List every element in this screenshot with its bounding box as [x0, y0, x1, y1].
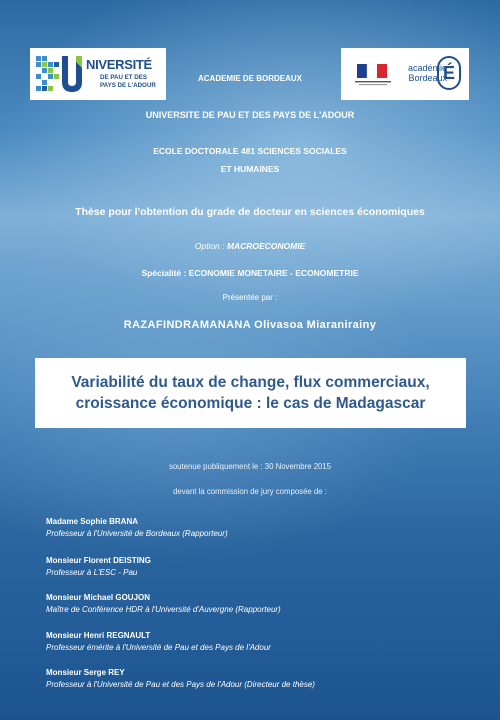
defense-date: soutenue publiquement le : 30 Novembre 2015	[168, 462, 332, 471]
thesis-title-line1: Variabilité du taux de change, flux commerciaux,	[71, 374, 430, 391]
doctoral-school-line2: ET HUMAINES	[220, 164, 280, 174]
academie-logo-letter: É	[437, 56, 461, 90]
option-value: MACROECONOMIE	[226, 241, 306, 251]
academie-logo-word2: Bordeaux	[408, 73, 447, 83]
university-logo-sub2: PAYS DE L'ADOUR	[100, 82, 156, 89]
university-heading: UNIVERSITE DE PAU ET DES PAYS DE L'ADOUR	[145, 110, 355, 120]
jury-member-role: Professeur émérite à l'Université de Pau et des Pays de l'Adour	[46, 643, 271, 652]
thesis-title-line2: croissance économique : le cas de Madagascar	[75, 395, 426, 412]
presented-by: Présentée par :	[222, 293, 278, 302]
academie-logo-word1: académie	[407, 63, 447, 73]
jury-member-role: Professeur à L'ESC - Pau	[46, 568, 138, 577]
jury-member-role: Professeur à l'Université de Pau et des Pays de l'Adour (Directeur de thèse)	[46, 680, 315, 689]
jury-member-name: Monsieur Florent DEISTING	[46, 556, 151, 565]
thesis-speciality	[0, 268, 500, 278]
university-logo	[30, 48, 166, 100]
academie-logo	[341, 48, 469, 100]
jury-member-role: Professeur à l'Université de Bordeaux (Rapporteur)	[46, 529, 228, 538]
jury-member	[46, 667, 315, 691]
academie-heading: ACADEMIE DE BORDEAUX	[197, 74, 302, 83]
jury-member	[46, 555, 151, 579]
jury-member-name: Monsieur Serge REY	[46, 668, 125, 677]
thesis-author: RAZAFINDRAMANANA Olivasoa Miaranirainy	[123, 319, 377, 331]
jury-member	[46, 516, 228, 540]
thesis-purpose: Thèse pour l'obtention du grade de docteur en sciences économiques	[75, 206, 425, 218]
option-label: Option :	[194, 241, 227, 251]
thesis-option	[0, 241, 500, 251]
university-logo-wordmark: NIVERSITÉ	[86, 57, 152, 72]
jury-member-name: Monsieur Henri REGNAULT	[46, 631, 151, 640]
republique-flag-icon	[353, 62, 393, 88]
jury-member	[46, 630, 271, 654]
jury-member-role: Maître de Conférence HDR à l'Université d'Auvergne (Rapporteur)	[46, 605, 281, 614]
speciality-label: Spécialité :	[141, 268, 189, 278]
thesis-title-box	[35, 358, 466, 428]
university-logo-sub1: DE PAU ET DES	[100, 74, 147, 81]
jury-intro: devant la commission de jury composée de :	[173, 487, 327, 496]
jury-member	[46, 592, 281, 616]
speciality-value: ECONOMIE MONETAIRE - ECONOMETRIE	[188, 268, 359, 278]
doctoral-school-line1: ECOLE DOCTORALE 481 SCIENCES SOCIALES	[153, 146, 347, 156]
jury-member-name: Monsieur Michael GOUJON	[46, 593, 151, 602]
jury-member-name: Madame Sophie BRANA	[46, 517, 139, 526]
